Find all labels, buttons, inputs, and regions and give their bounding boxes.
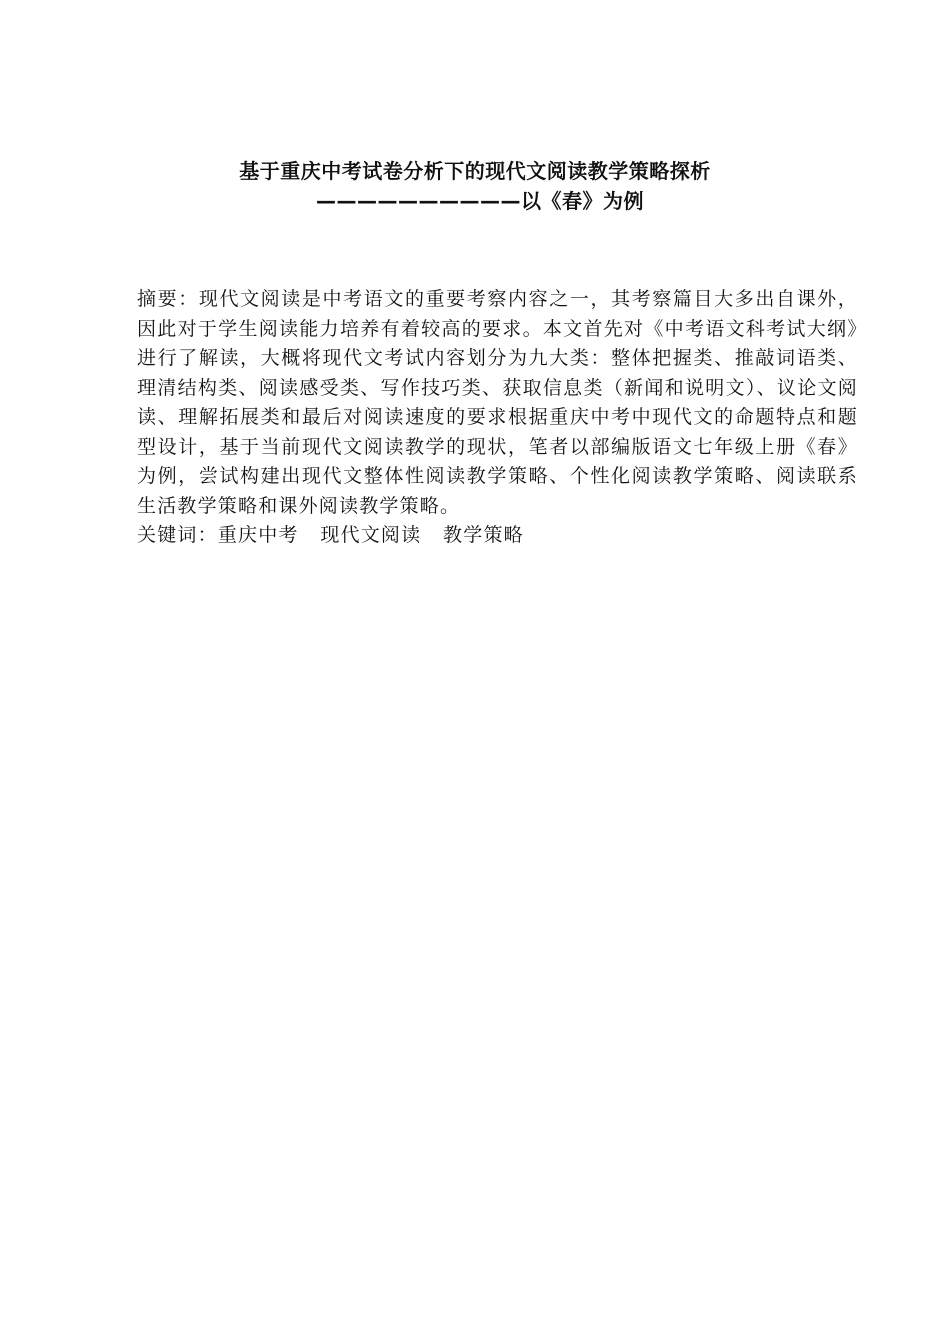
abstract-section [137, 285, 858, 551]
abstract-label: 摘要： [137, 288, 199, 310]
keywords-text: 重庆中考 现代文阅读 教学策略 [217, 524, 524, 546]
keywords-label: 关键词： [137, 524, 218, 546]
abstract-paragraph [137, 285, 858, 521]
title-block [0, 156, 950, 216]
abstract-text: 现代文阅读是中考语文的重要考察内容之一，其考察篇目大多出自课外，因此对于学生阅读能力培养有着较高的要求。本文首先对《中考语文科考试大纲》进行了解读，大概将现代文考试内容划分为九大类：整体把握类、推敲词语类、理清结构类、阅读感受类、写作技巧类、获取信息类（新闻和说明文）、议论文阅读、理解拓展类和最后对阅读速度的要求根据重庆中考中现代文的命题特点和题型设计，基于当前现代文阅读教学的现状，笔者以部编版语文七年级上册《春》为例，尝试构建出现代文整体性阅读教学策略、个性化阅读教学策略、阅读联系生活教学策略和课外阅读教学策略。 [137, 288, 858, 517]
document-title: 基于重庆中考试卷分析下的现代文阅读教学策略探析 [239, 159, 711, 183]
document-subtitle: ——————————以《春》为例 [316, 189, 644, 213]
keywords-line [137, 521, 858, 551]
